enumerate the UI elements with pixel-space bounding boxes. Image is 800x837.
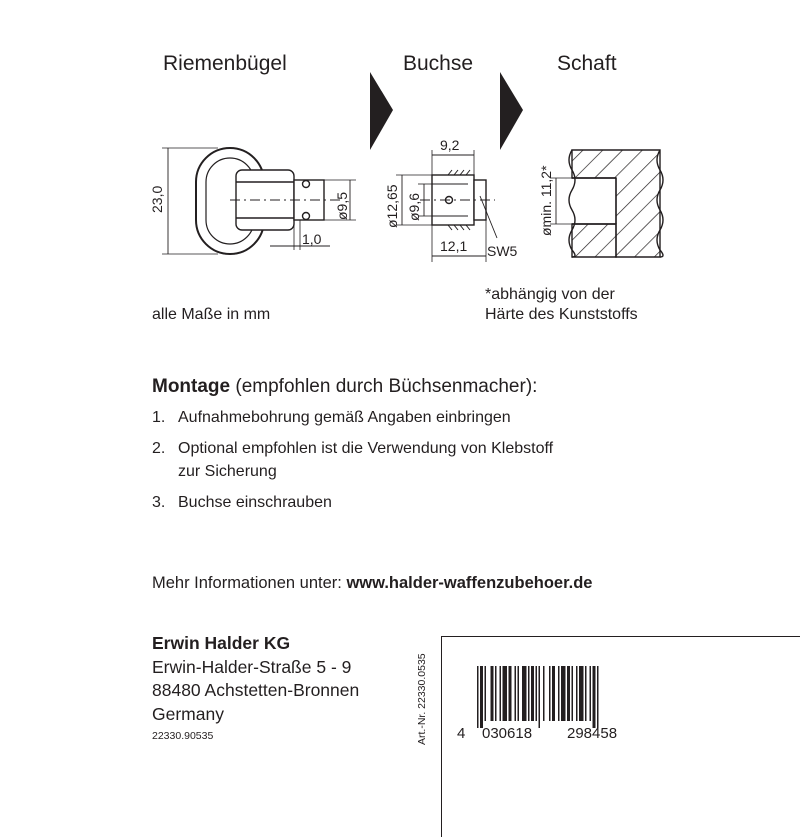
riemenbuegel-drawing (162, 148, 356, 254)
barcode-bar (480, 666, 483, 728)
schaft-drawing (550, 150, 663, 257)
barcode-group-left: 030618 (482, 725, 533, 740)
dim-dia-9-5: ø9,5 (334, 191, 350, 220)
step-text: Aufnahmebohrung gemäß Angaben einbringen (178, 409, 511, 426)
doc-code: 22330.90535 (152, 730, 214, 742)
montage-title-rest: (empfohlen durch Büchsenmacher): (230, 376, 538, 397)
barcode-bar (485, 666, 487, 721)
barcode-bar (539, 666, 541, 728)
company-country: Germany (152, 703, 224, 724)
barcode-bar (590, 666, 592, 721)
montage-title-bold: Montage (152, 376, 231, 397)
barcode-bar (522, 666, 527, 721)
step-text: Buchse einschrauben (178, 494, 332, 511)
barcode-bar (579, 666, 584, 721)
barcode-group-right: 298458 (567, 725, 618, 740)
heading-schaft: Schaft (557, 52, 617, 75)
footnote-line-2: Härte des Kunststoffs (485, 306, 638, 323)
barcode-bar (549, 666, 551, 721)
montage-step (152, 406, 652, 429)
barcode-bar (567, 666, 570, 721)
barcode-bar (576, 666, 578, 721)
barcode-bar (552, 666, 555, 721)
barcode-bar (491, 666, 494, 721)
dim-9-2: 9,2 (440, 137, 460, 153)
arrow-right-icon (370, 72, 393, 150)
barcode-bar (531, 666, 534, 721)
footnote-line-1: *abhängig von der (485, 286, 615, 303)
more-info-label: Mehr Informationen unter: (152, 574, 347, 592)
dim-sw5: SW5 (487, 243, 518, 259)
more-info (152, 574, 592, 593)
barcode-bar (558, 666, 560, 721)
heading-riemenbuegel: Riemenbügel (163, 52, 287, 75)
barcode-bar (503, 666, 508, 721)
barcode-bar (593, 666, 596, 728)
step-text: Optional empfohlen ist die Verwendung von Klebstoff zur Sicherung (178, 440, 554, 480)
step-number: 1. (152, 409, 166, 426)
barcode-bar (500, 666, 502, 721)
arrow-right-icon-2 (500, 72, 523, 150)
barcode-bar (597, 666, 599, 728)
barcode-bar (528, 666, 530, 721)
technical-drawing (0, 0, 800, 360)
montage-heading (152, 376, 537, 398)
step-number: 2. (152, 440, 166, 457)
montage-step (152, 491, 652, 514)
barcode (455, 660, 645, 740)
barcode-bar (495, 666, 497, 721)
barcode-bar (515, 666, 517, 721)
heading-buchse: Buchse (403, 52, 474, 75)
dim-dia-9-6: ø9,6 (406, 192, 422, 221)
barcode-bar (518, 666, 520, 721)
dim-min-11-2: ømin. 11,2* (538, 165, 554, 236)
units-note: alle Maße in mm (152, 306, 271, 323)
dim-dia-12-65: ø12,65 (384, 184, 400, 228)
barcode-bar (561, 666, 566, 721)
barcode-bar (543, 666, 545, 721)
montage-steps (152, 406, 652, 522)
company-address (152, 632, 359, 726)
barcode-bar (477, 666, 479, 728)
montage-step (152, 437, 558, 483)
dim-23: 23,0 (149, 185, 165, 213)
step-number: 3. (152, 494, 166, 511)
company-city: 88480 Achstetten-Bronnen (152, 680, 360, 700)
dim-12-1: 12,1 (440, 238, 468, 254)
dim-1-0: 1,0 (302, 231, 322, 247)
barcode-bar (509, 666, 512, 721)
barcode-bar (585, 666, 587, 721)
barcode-digit-first: 4 (457, 725, 466, 740)
company-street: Erwin-Halder-Straße 5 - 9 (152, 656, 352, 677)
website-link[interactable]: www.halder-waffenzubehoer.de (346, 574, 593, 592)
barcode-bar (572, 666, 574, 721)
barcode-bar (536, 666, 538, 721)
company-name: Erwin Halder KG (152, 633, 291, 653)
article-number: Art.-Nr. 22330.0535 (416, 653, 428, 745)
